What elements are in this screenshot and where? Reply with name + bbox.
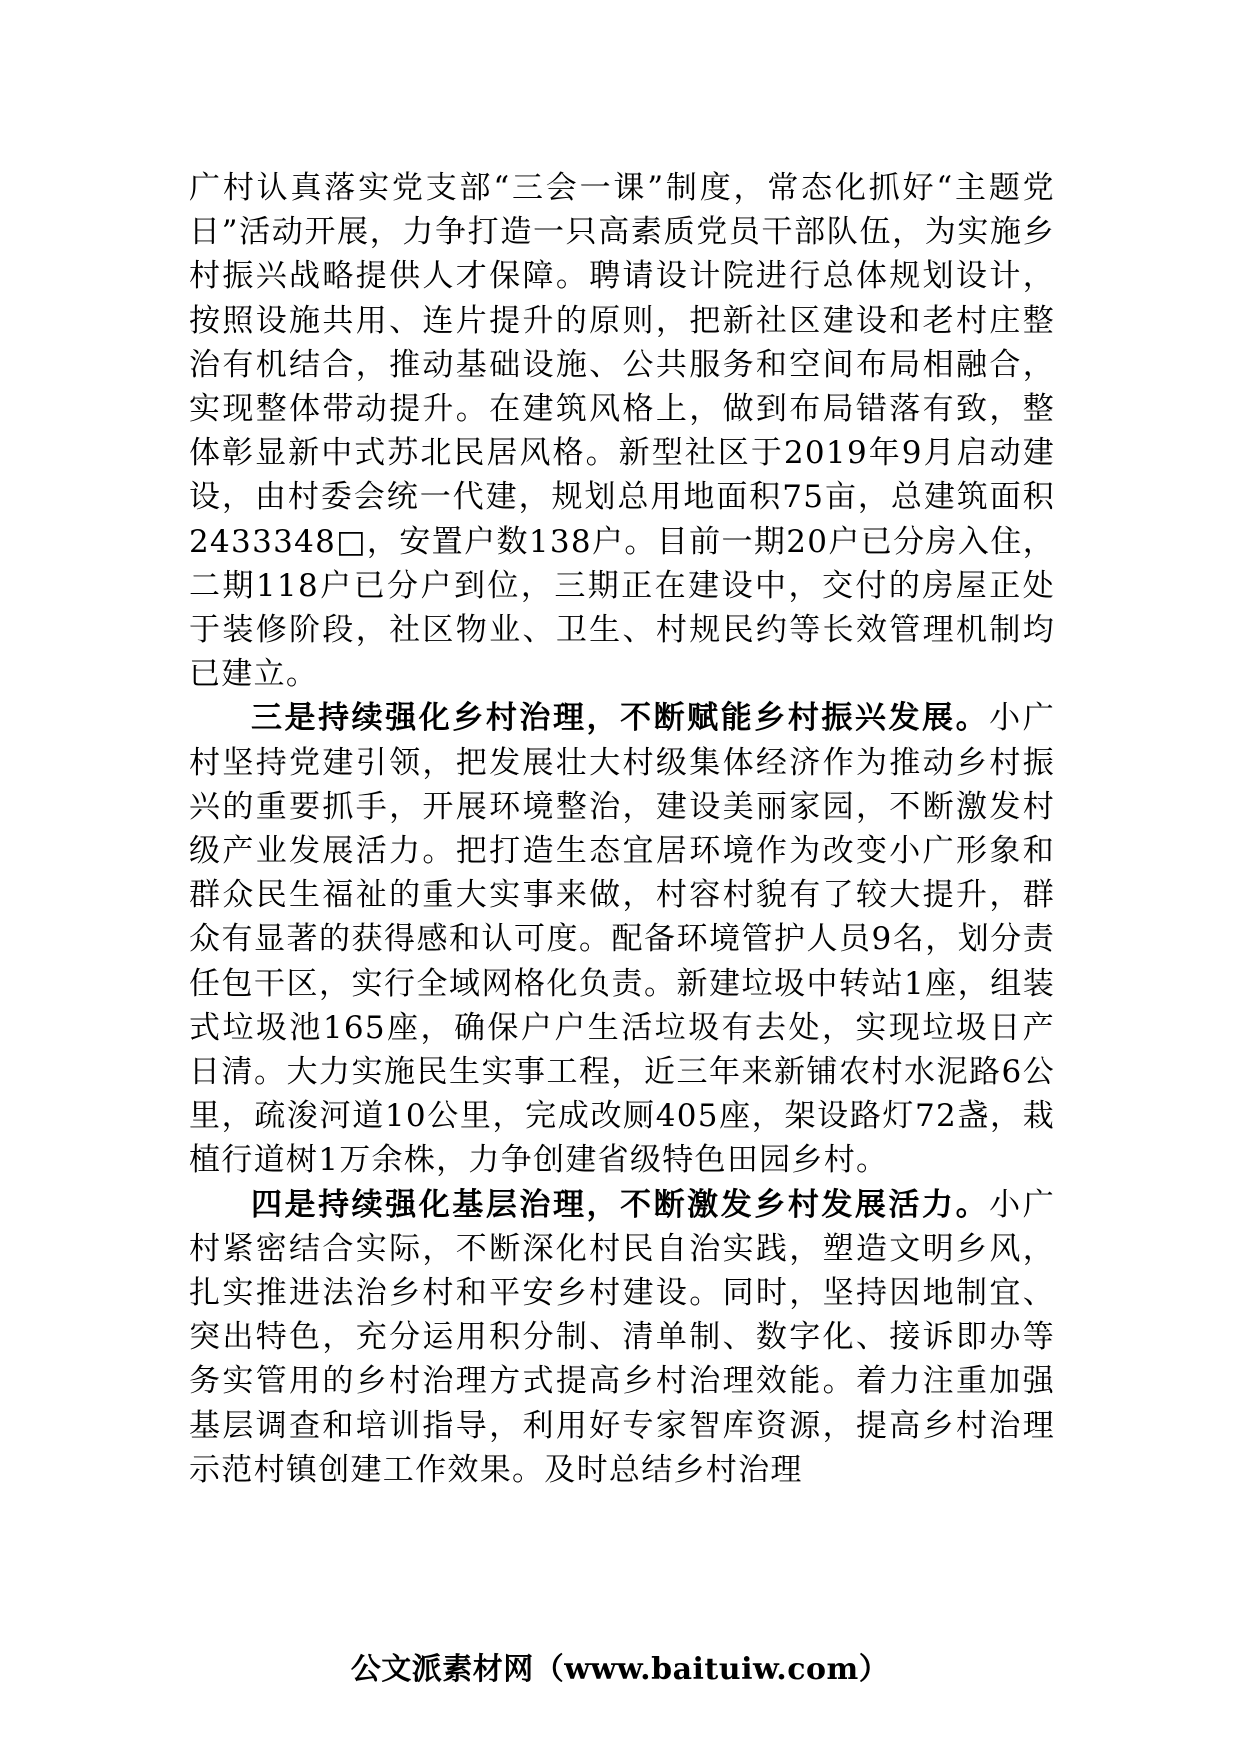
paragraph-lead-heading: 四是持续强化基层治理，不断激发乡村发展活力。 <box>251 1186 990 1223</box>
paragraph-section-three <box>189 696 1055 1182</box>
paragraph-text: 广村认真落实党支部“三会一课”制度，常态化抓好“主题党日”活动开展，力争打造一只高素质党员干部队伍，为实施乡村振兴战略提供人才保障。聘请设计院进行总体规划设计，按照设施共用、连片提升的原则，把新社区建设和老村庄整治有机结合，推动基础设施、公共服务和空间布局相融合，实现整体带动提升。在建筑风格上，做到布局错落有致，整体彰显新中式苏北民居风格。新型社区于2019年9月启动建设，由村委会统一代建，规划总用地面积75亩，总建筑面积2433348□，安置户数138户。目前一期20户已分房入住，二期118户已分户到位，三期正在建设中，交付的房屋正处于装修阶段，社区物业、卫生、村规民约等长效管理机制均已建立。 <box>189 170 1055 693</box>
paragraph-section-four <box>189 1183 1055 1492</box>
paragraph-text: 小广村坚持党建引领，把发展壮大村级集体经济作为推动乡村振兴的重要抓手，开展环境整治，建设美丽家园，不断激发村级产业发展活力。把打造生态宜居环境作为改变小广形象和群众民生福祉的重大实事来做，村容村貌有了较大提升，群众有显著的获得感和认可度。配备环境管护人员9名，划分责任包干区，实行全域网格化负责。新建垃圾中转站1座，组装式垃圾池165座，确保户户生活垃圾有去处，实现垃圾日产日清。大力实施民生实事工程，近三年来新铺农村水泥路6公里，疏浚河道10公里，完成改厕405座，架设路灯72盏，栽植行道树1万余株，力争创建省级特色田园乡村。 <box>189 700 1055 1179</box>
document-body <box>189 166 1055 1492</box>
paragraph-text: 小广村紧密结合实际，不断深化村民自治实践，塑造文明乡风，扎实推进法治乡村和平安乡村建设。同时，坚持因地制宜、突出特色，充分运用积分制、清单制、数字化、接诉即办等务实管用的乡村治理方式提高乡村治理效能。着力注重加强基层调查和培训指导，利用好专家智库资源，提高乡村治理示范村镇创建工作效果。及时总结乡村治理 <box>189 1186 1055 1488</box>
paragraph-lead-heading: 三是持续强化乡村治理，不断赋能乡村振兴发展。 <box>251 700 990 737</box>
page-footer-watermark: 公文派素材网（www.baituiw.com） <box>350 1652 890 1687</box>
paragraph-continuation <box>189 166 1055 696</box>
